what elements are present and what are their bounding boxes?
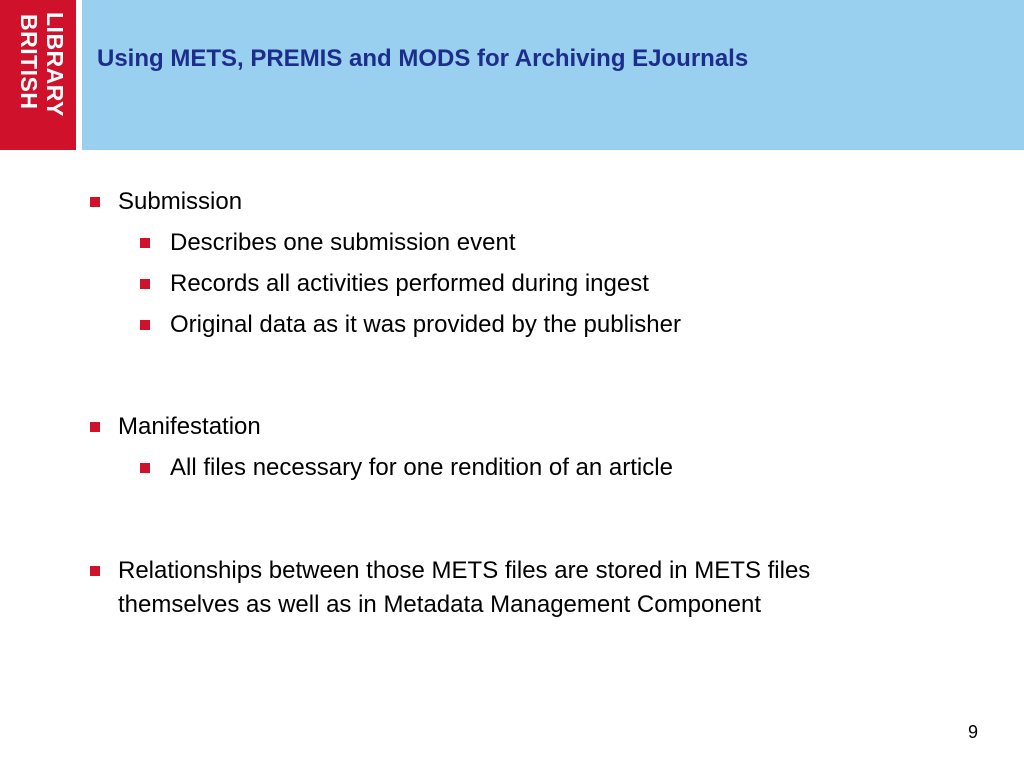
- bullet-square-icon: [90, 566, 100, 576]
- bullet-square-icon: [140, 463, 150, 473]
- bullet-text: Submission: [118, 188, 243, 215]
- sub-bullet-text: Original data as it was provided by the publisher: [170, 311, 681, 338]
- bullet-square-icon: [140, 279, 150, 289]
- logo-text-library: LIBRARY: [42, 12, 68, 117]
- bullet-square-icon: [90, 422, 100, 432]
- bullet-submission: [118, 185, 242, 219]
- sub-bullet-text: Records all activities performed during ingest: [170, 270, 649, 297]
- sub-bullet: [170, 267, 649, 301]
- sub-bullet-text: All files necessary for one rendition of an article: [170, 454, 673, 481]
- bullet-square-icon: [140, 238, 150, 248]
- logo-text-british: BRITISH: [16, 14, 42, 110]
- sub-bullet: [170, 308, 681, 342]
- bullet-text-line-2: themselves as well as in Metadata Management Component: [118, 591, 762, 618]
- sub-bullet: [170, 451, 673, 485]
- bullet-relationships: [118, 554, 810, 588]
- bullet-square-icon: [140, 320, 150, 330]
- sub-bullet: [170, 226, 516, 260]
- bullet-square-icon: [90, 197, 100, 207]
- bullet-manifestation: [118, 410, 261, 444]
- page-number: 9: [968, 722, 979, 742]
- slide-title: Using METS, PREMIS and MODS for Archiving EJournals: [97, 45, 749, 72]
- bullet-text: Manifestation: [118, 413, 261, 440]
- bullet-text-line-1: Relationships between those METS files are stored in METS files: [118, 557, 811, 584]
- bullet-relationships-continuation: [118, 588, 761, 622]
- sub-bullet-text: Describes one submission event: [170, 229, 516, 256]
